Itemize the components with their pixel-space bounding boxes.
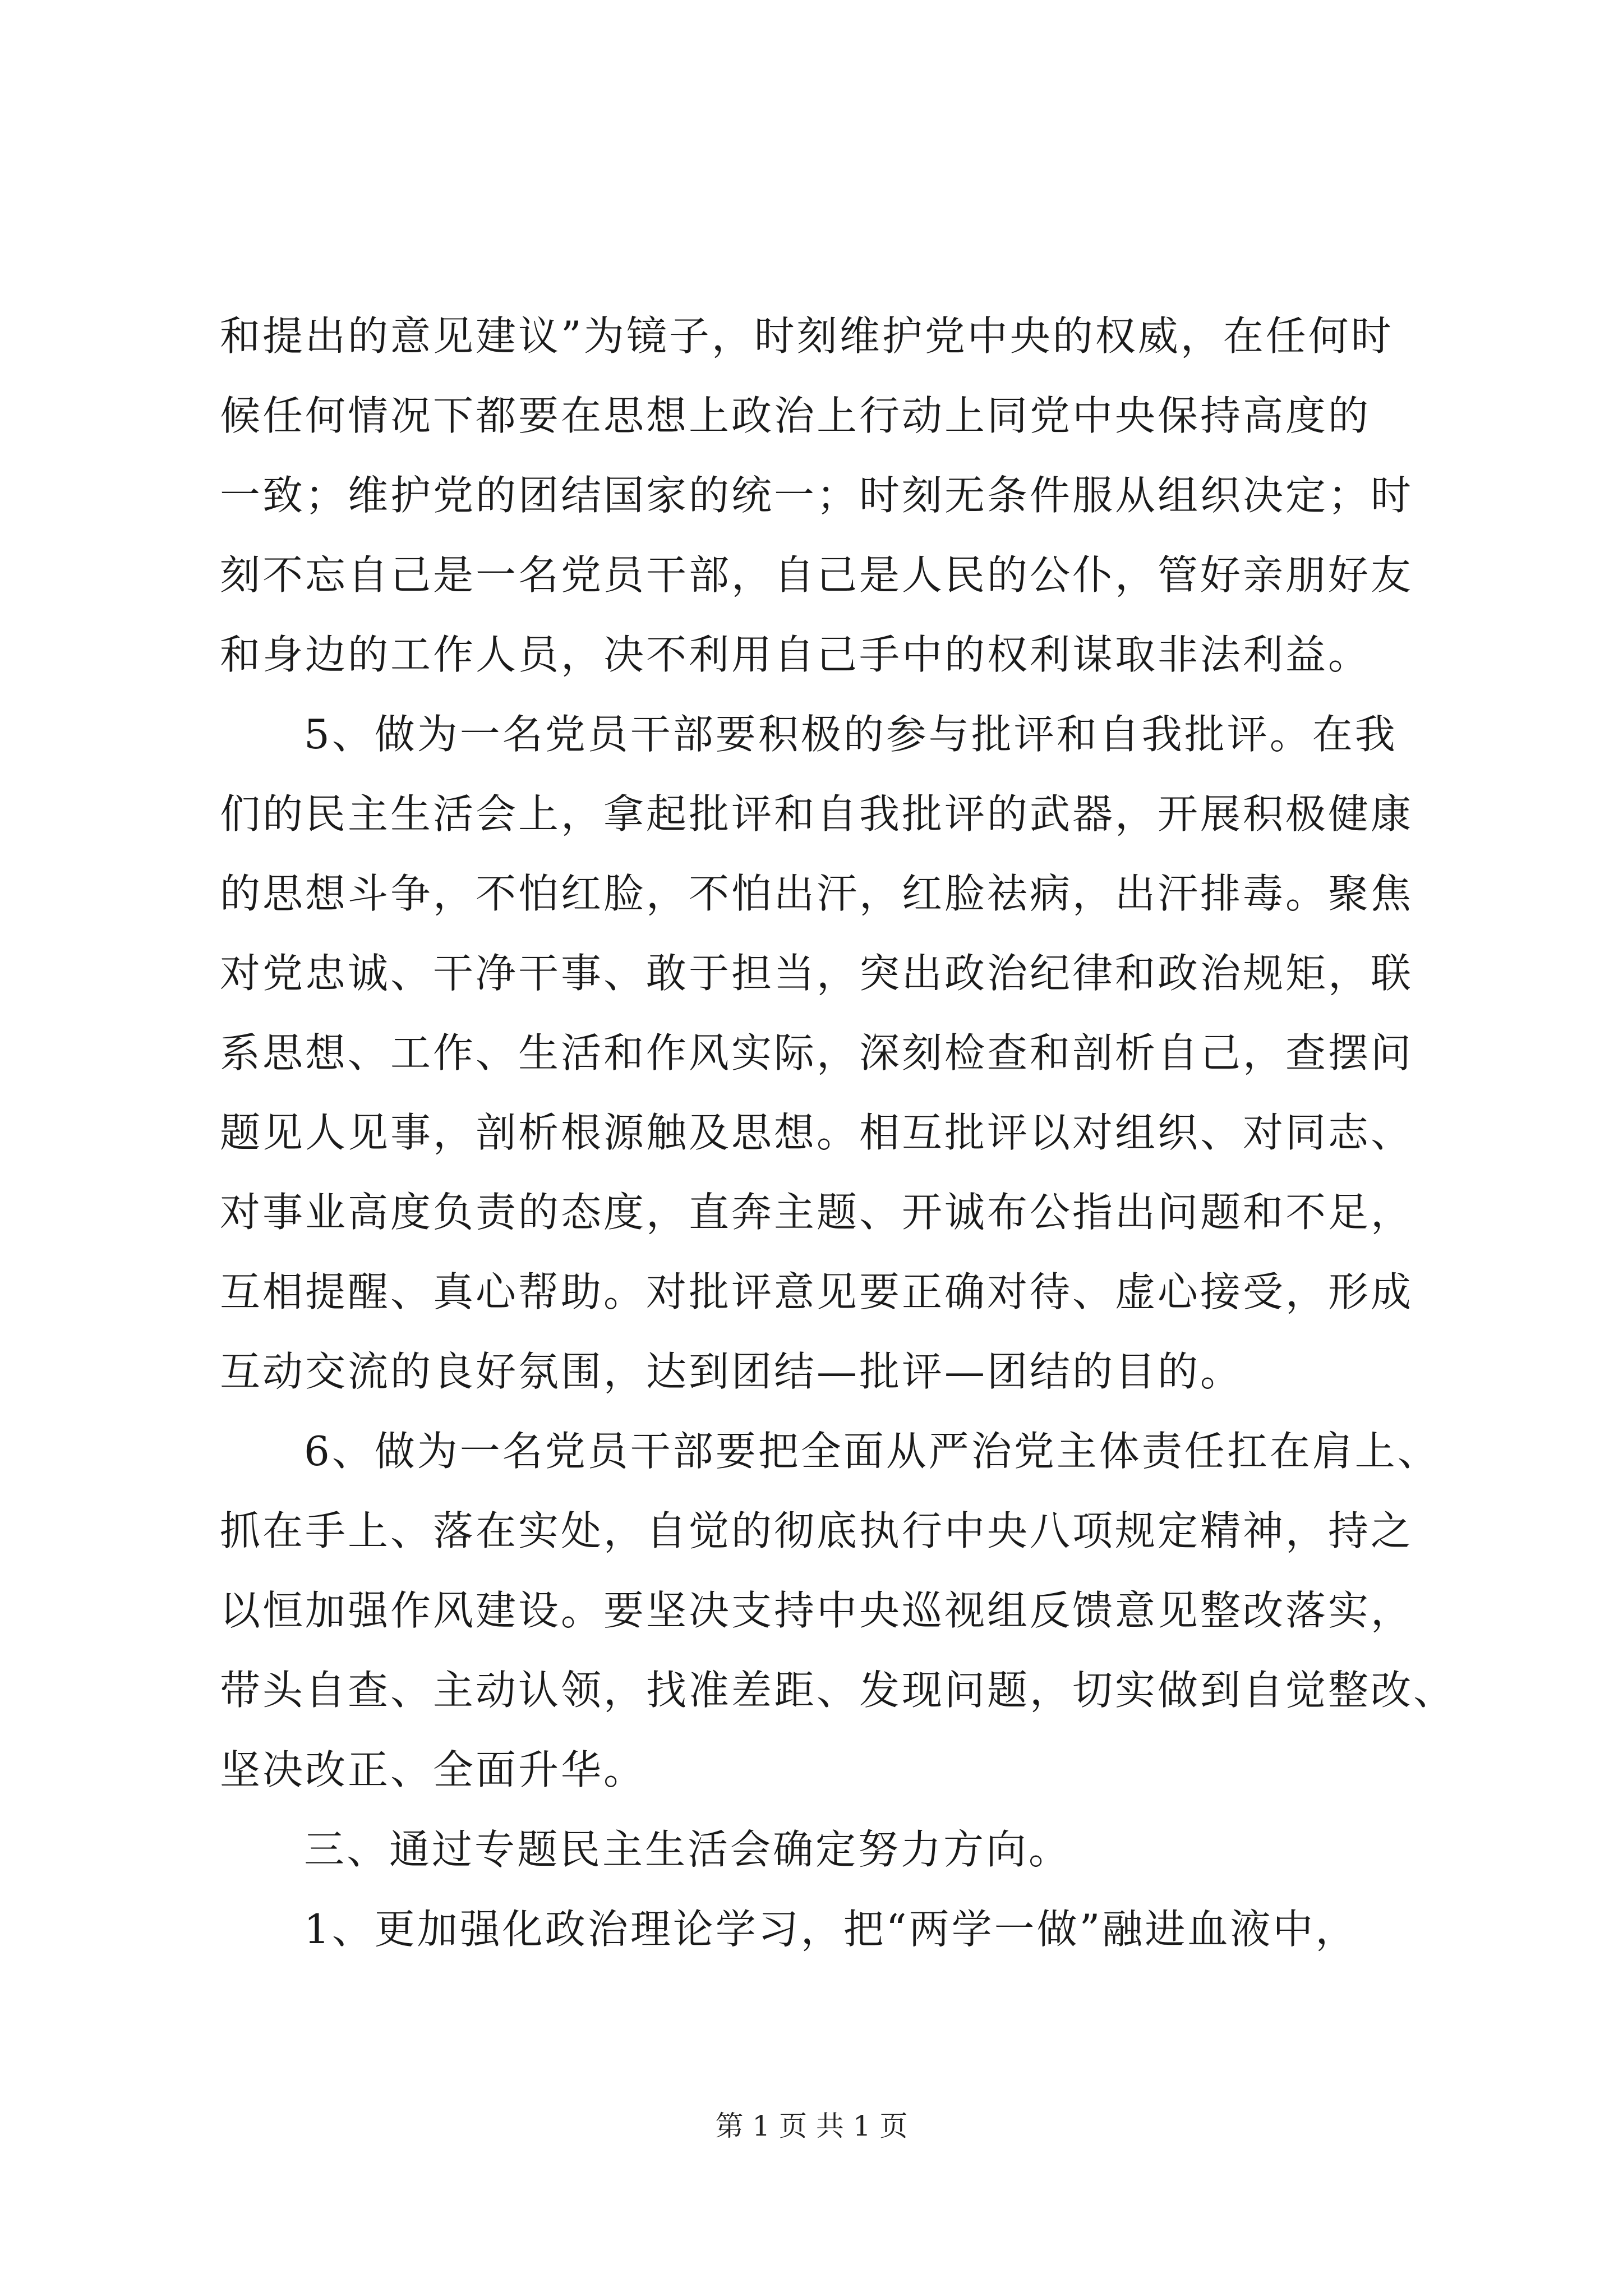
- text-line: 和提出的意见建议”为镜子，时刻维护党中央的权威，在任何时: [220, 312, 1394, 360]
- text-line: 候任何情况下都要在思想上政治上行动上同党中央保持高度的: [220, 392, 1371, 439]
- text-line: 刻不忘自己是一名党员干部，自己是人民的公仆，管好亲朋好友: [220, 551, 1414, 599]
- page-footer: 第 1 页 共 1 页: [715, 2110, 908, 2142]
- section-heading-line: 三、通过专题民主生活会确定努力方向。: [304, 1826, 1072, 1873]
- text-line: 一致；维护党的团结国家的统一；时刻无条件服从组织决定；时: [220, 472, 1414, 519]
- paragraph-start-line: 5、做为一名党员干部要积极的参与批评和自我批评。在我: [304, 711, 1398, 758]
- text-line: 以恒加强作风建设。要坚决支持中央巡视组反馈意见整改落实，: [220, 1587, 1414, 1634]
- text-line: 坚决改正、全面升华。: [220, 1746, 647, 1793]
- paragraph-start-line: 1、更加强化政治理论学习，把“两学一做”融进血液中，: [304, 1906, 1358, 1953]
- text-line: 和身边的工作人员，决不利用自己手中的权利谋取非法利益。: [220, 631, 1371, 678]
- text-line: 系思想、工作、生活和作风实际，深刻检查和剖析自己，查摆问: [220, 1029, 1414, 1076]
- text-line: 互相提醒、真心帮助。对批评意见要正确对待、虚心接受，形成: [220, 1268, 1414, 1315]
- text-line: 们的民主生活会上，拿起批评和自我批评的武器，开展积极健康: [220, 790, 1414, 838]
- document-body: [220, 296, 1456, 1969]
- text-line: 互动交流的良好氛围，达到团结—批评—团结的目的。: [220, 1348, 1243, 1395]
- text-line: 抓在手上、落在实处，自觉的彻底执行中央八项规定精神，持之: [220, 1507, 1414, 1554]
- text-line: 题见人见事，剖析根源触及思想。相互批评以对组织、对同志、: [220, 1109, 1414, 1156]
- text-line: 对党忠诚、干净干事、敢于担当，突出政治纪律和政治规矩，联: [220, 950, 1414, 997]
- text-line: 带头自查、主动认领，找准差距、发现问题，切实做到自觉整改、: [220, 1667, 1456, 1714]
- text-line: 的思想斗争，不怕红脸，不怕出汗，红脸祛病，出汗排毒。聚焦: [220, 870, 1414, 917]
- paragraph-start-line: 6、做为一名党员干部要把全面从严治党主体责任扛在肩上、: [304, 1428, 1440, 1475]
- text-line: 对事业高度负责的态度，直奔主题、开诚布公指出问题和不足，: [220, 1189, 1414, 1236]
